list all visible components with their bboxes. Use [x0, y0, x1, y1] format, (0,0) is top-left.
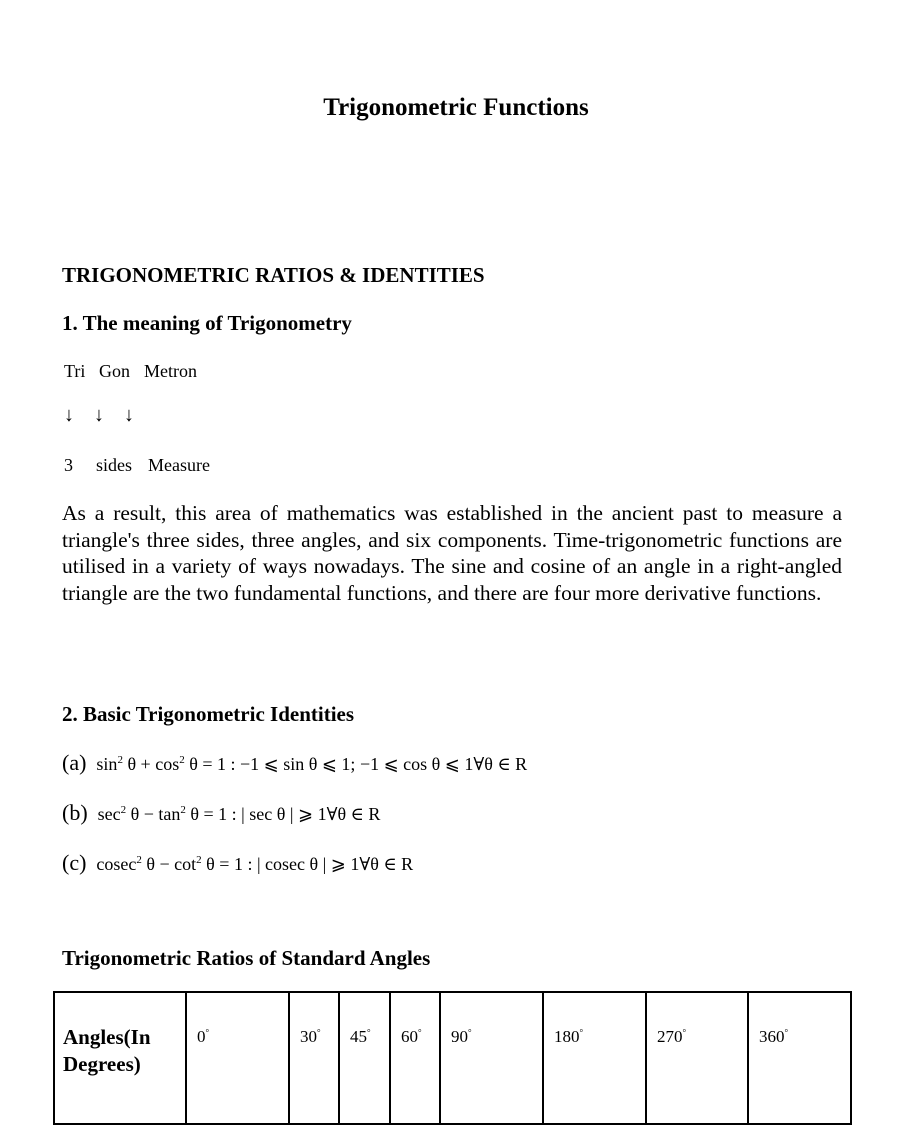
angle-cell — [748, 992, 851, 1124]
angle-value: 360 — [759, 1027, 785, 1046]
etymology-arrows — [64, 404, 134, 427]
degree-symbol: ° — [468, 1027, 472, 1038]
degree-symbol: ° — [579, 1027, 584, 1038]
identity-text: θ − cot — [141, 854, 197, 874]
degree-symbol: ° — [784, 1027, 789, 1038]
angle-cell — [339, 992, 390, 1124]
word-tri: Tri — [64, 361, 86, 381]
angle-value: 90 — [451, 1027, 468, 1046]
degree-symbol: ° — [205, 1027, 210, 1038]
angle-value: 45 — [350, 1027, 367, 1046]
etymology-meanings — [64, 455, 210, 476]
exponent: 2 — [120, 804, 127, 816]
degree-symbol: ° — [317, 1027, 321, 1038]
down-arrow-icon: ↓ — [64, 404, 74, 426]
down-arrow-icon: ↓ — [94, 404, 104, 426]
angle-value: 60 — [401, 1027, 418, 1046]
meaning-3: 3 — [64, 455, 73, 475]
page-title: Trigonometric Functions — [323, 94, 589, 121]
angle-value: 30 — [300, 1027, 317, 1046]
table-header-text: Angles(In Degrees) — [63, 1025, 151, 1076]
angle-value: 180 — [554, 1027, 580, 1046]
intro-paragraph: As a result, this area of mathematics was established in the ancient past to measure a triangle's three sides, three angles, and six components. Time-trigonometric functions are utilised in a variety of ways nowadays. The sine and cosine of an angle in a right-angled triangle are the two fundamental functions, and there are four more derivative functions. — [62, 501, 842, 605]
angle-value: 270 — [657, 1027, 683, 1046]
exponent: 2 — [136, 854, 142, 866]
identity-c — [62, 850, 413, 876]
exponent: 2 — [196, 854, 202, 866]
meaning-measure: Measure — [148, 455, 210, 475]
section1-heading: 1. The meaning of Trigonometry — [62, 311, 352, 335]
table-row — [54, 992, 851, 1124]
degree-symbol: ° — [418, 1027, 422, 1038]
identity-text: cosec — [96, 854, 137, 874]
angle-cell — [186, 992, 289, 1124]
degree-symbol: ° — [682, 1027, 687, 1038]
identity-text: θ = 1 : −1 ⩽ sin θ ⩽ 1; −1 ⩽ cos θ ⩽ 1∀θ ∈ R — [184, 754, 528, 774]
main-heading: TRIGONOMETRIC RATIOS & IDENTITIES — [62, 263, 485, 287]
table-header-cell — [54, 992, 186, 1124]
exponent: 2 — [180, 804, 186, 816]
section2-heading: 2. Basic Trigonometric Identities — [62, 702, 355, 726]
identity-a — [62, 750, 527, 776]
identity-label: (c) — [62, 850, 87, 875]
degree-symbol: ° — [367, 1027, 371, 1038]
identity-text: sec — [97, 804, 121, 824]
standard-angles-table — [53, 991, 852, 1125]
identity-label: (a) — [62, 750, 87, 775]
exponent: 2 — [179, 754, 185, 766]
word-metron: Metron — [144, 361, 197, 381]
identity-label: (b) — [62, 800, 88, 825]
exponent: 2 — [117, 754, 123, 766]
identity-text: θ = 1 : | cosec θ | ⩾ 1∀θ ∈ R — [201, 854, 414, 874]
meaning-sides: sides — [96, 455, 132, 475]
angle-cell — [390, 992, 440, 1124]
identity-text: θ + cos — [122, 754, 180, 774]
identity-text: θ − tan — [126, 804, 181, 824]
angle-cell — [646, 992, 748, 1124]
angle-cell — [440, 992, 543, 1124]
angle-cell — [289, 992, 339, 1124]
angle-cell — [543, 992, 646, 1124]
angle-value: 0 — [197, 1027, 206, 1046]
etymology-words — [64, 361, 197, 382]
word-gon: Gon — [99, 361, 130, 381]
identity-text: sin — [96, 754, 118, 774]
down-arrow-icon: ↓ — [124, 404, 134, 426]
section3-heading: Trigonometric Ratios of Standard Angles — [62, 946, 431, 970]
identity-text: θ = 1 : | sec θ | ⩾ 1∀θ ∈ R — [185, 804, 381, 824]
identity-b — [62, 800, 380, 826]
